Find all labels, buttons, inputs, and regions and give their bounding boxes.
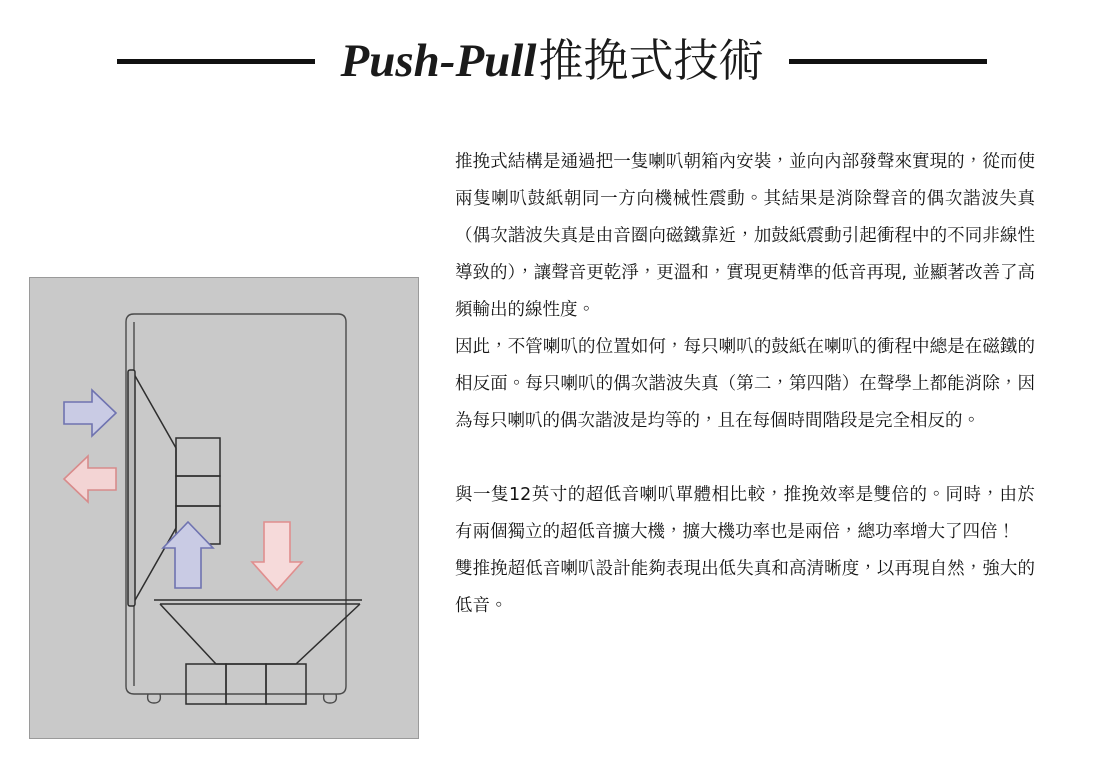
upper-red-arrow <box>64 456 116 502</box>
paragraph-2: 因此，不管喇叭的位置如何，每只喇叭的鼓紙在喇叭的衝程中總是在磁鐵的相反面。每只喇叭的偶次諧波失真（第二，第四階）在聲學上都能消除，因為每只喇叭的偶次諧波是均等的，且在每個時間階段是完全相反的。 <box>455 337 1035 431</box>
page-title-cjk: 推挽式技術 <box>538 33 764 87</box>
article-body <box>455 144 1035 625</box>
page-title <box>340 33 764 87</box>
push-pull-speaker-cabinet-diagram <box>29 277 419 739</box>
header-rule-right <box>789 59 987 64</box>
header-rule-left <box>117 59 315 64</box>
page-title-latin: Push-Pull <box>340 34 537 87</box>
paragraph-3: 與一隻12英寸的超低音喇叭單體相比較，推挽效率是雙倍的。同時，由於有兩個獨立的超低音擴大機，擴大機功率也是兩倍，總功率增大了四倍！ <box>455 485 1035 542</box>
paragraph-4: 雙推挽超低音喇叭設計能夠表現出低失真和高清晰度，以再現自然，強大的低音。 <box>455 559 1035 616</box>
page-header <box>0 26 1104 96</box>
upper-blue-arrow <box>64 390 116 436</box>
lower-blue-arrow <box>163 522 213 588</box>
lower-red-arrow <box>252 522 302 590</box>
paragraph-1: 推挽式結構是通過把一隻喇叭朝箱內安裝，並向內部發聲來實現的，從而使兩隻喇叭鼓紙朝同一方向機械性震動。其結果是消除聲音的偶次諧波失真（偶次諧波失真是由音圈向磁鐵靠近，加鼓紙震動引起衝程中的不同非線性導致的），讓聲音更乾淨，更溫和，實現更精準的低音再現, 並顯著改善了高頻輸出的線性度。 <box>455 152 1035 320</box>
